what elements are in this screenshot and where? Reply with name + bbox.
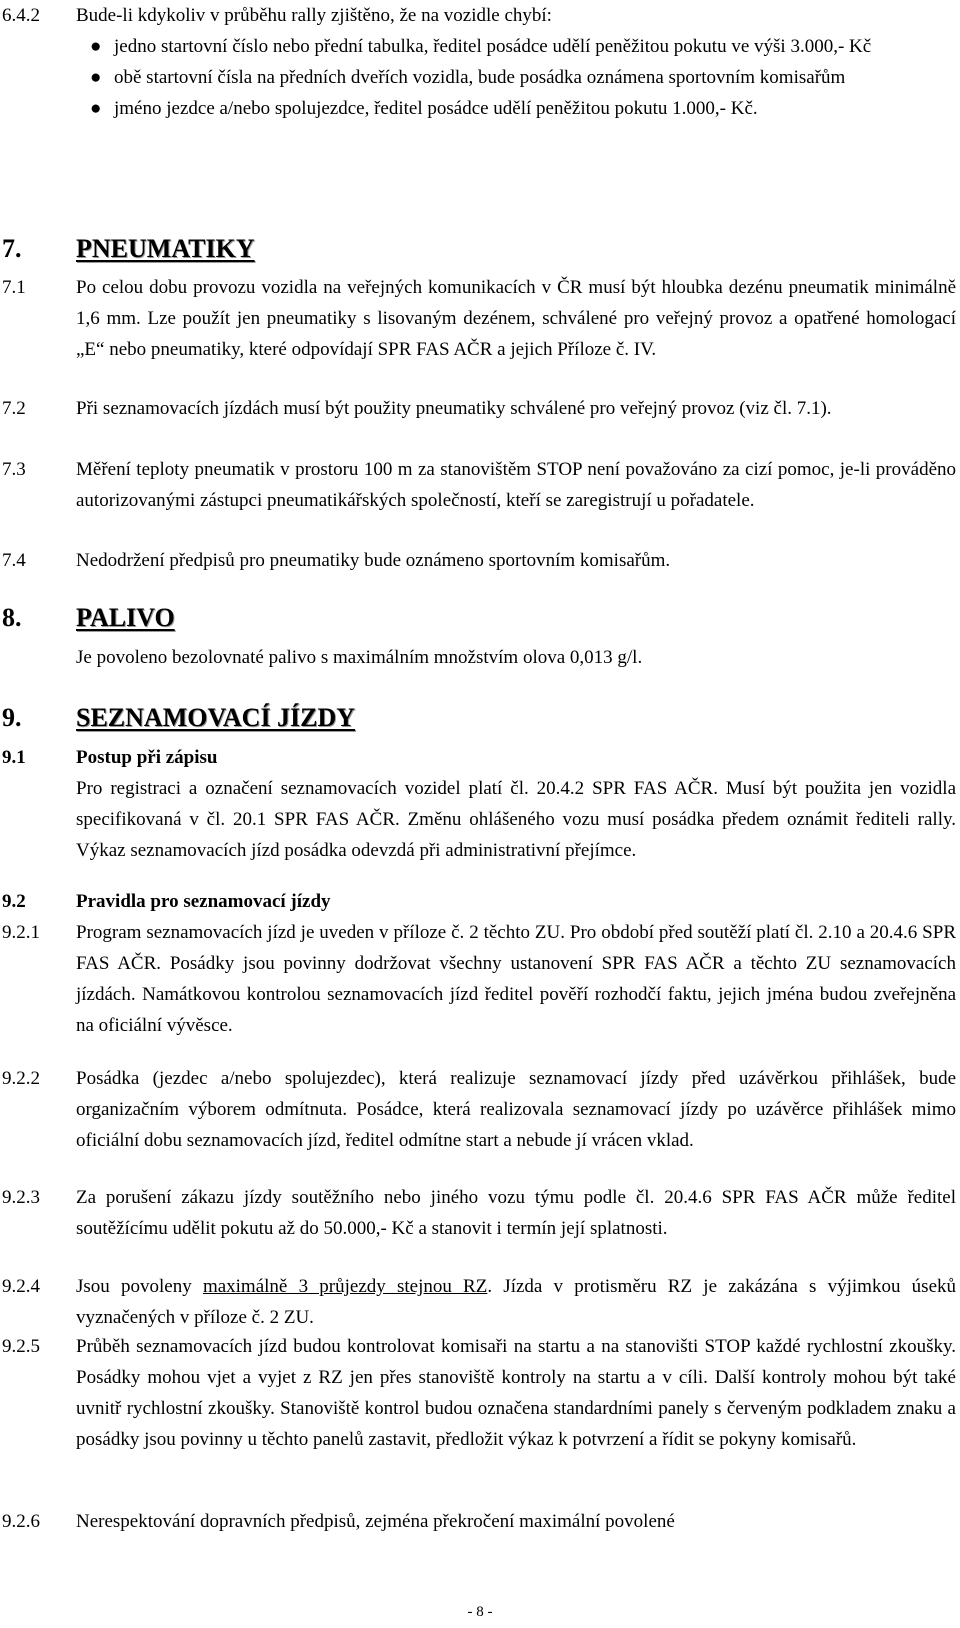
heading-number: 9.: [2, 703, 22, 732]
section-text: Program seznamovacích jízd je uveden v příloze č. 2 těchto ZU. Pro období před soutěží platí čl. 2.10 a 20.4.6 SPR FAS AČR. Posádky jsou povinny dodržovat všechny ustanovení SPR FAS AČR a těchto ZU seznamovacích jízdách. Namátkovou kontrolou seznamovacích jízd ředitel pověří rozhodčí faktu, jejich jména budou zveřejněna na oficiální vývěsce.: [76, 922, 956, 1036]
list-item: ● obě startovní čísla na předních dveřích vozidla, bude posádka oznámena sportovním komisařům: [90, 62, 956, 93]
section-text: Za porušení zákazu jízdy soutěžního nebo jiného vozu týmu podle čl. 20.4.6 SPR FAS AČR může ředitel soutěžícímu udělit pokutu až do 50.000,- Kč a stanovit i termín její splatnosti.: [76, 1187, 956, 1239]
section-text: Průběh seznamovacích jízd budou kontrolovat komisaři na startu a na stanovišti STOP každé rychlostní zkoušky. Posádky mohou vjet a vyjet z RZ jen přes stanoviště kontroly na startu a v cíli. Další kontroly mohou být také uvnitř rychlostní zkoušky. Stanoviště kontrol budou označena standardními panely s červeným podkladem znaku a posádky jsou povinny u těchto panelů zastavit, předložit výkaz k potvrzení a řídit se pokyny komisařů.: [76, 1336, 956, 1450]
section-text: Při seznamovacích jízdách musí být použity pneumatiky schválené pro veřejný provoz (viz čl. 7.1).: [76, 398, 832, 419]
section-number: 7.2: [2, 398, 26, 419]
section-number: 9.2.1: [2, 922, 40, 943]
section-number: 7.3: [2, 459, 26, 480]
section-text: Měření teploty pneumatik v prostoru 100 m za stanovištěm STOP není považováno za cizí pomoc, je-li prováděno autorizovanými zástupci pneumatikářských společností, kteří se zaregistrují u pořadatele.: [76, 459, 956, 511]
section-number: 6.4.2: [2, 5, 40, 26]
section-heading-7: [0, 229, 960, 269]
section-number: 9.2.3: [2, 1187, 40, 1208]
section-number: 7.4: [2, 550, 26, 571]
section-heading-8: [0, 598, 960, 638]
section-text: Jsou povoleny maximálně 3 průjezdy stejnou RZ. Jízda v protisměru RZ je zakázána s výjimkou úseků vyznačených v příloze č. 2 ZU.: [76, 1276, 957, 1328]
heading-title: PALIVO: [76, 603, 175, 632]
section-number: 9.2.6: [2, 1511, 40, 1532]
section-title: Pravidla pro seznamovací jízdy: [76, 891, 331, 912]
section-text: Po celou dobu provozu vozidla na veřejných komunikacích v ČR musí být hloubka dezénu pneumatik minimálně 1,6 mm. Lze použít jen pneumatiky s lisovaným dezénem, schválené pro veřejný provoz a opatřené homologací „E“ nebo pneumatiky, které odpovídají SPR FAS AČR a jejich Příloze č. IV.: [76, 277, 956, 360]
section-number: 9.2.2: [2, 1068, 40, 1089]
list-item: ● jedno startovní číslo nebo přední tabulka, ředitel posádce udělí peněžitou pokutu ve výši 3.000,- Kč: [90, 31, 956, 62]
section-number: 9.2: [2, 891, 26, 912]
heading-number: 8.: [2, 603, 22, 632]
section-text: Nedodržení předpisů pro pneumatiky bude oznámeno sportovním komisařům.: [76, 550, 671, 571]
page-number: - 8 -: [467, 1604, 493, 1620]
heading-number: 7.: [2, 234, 22, 263]
section-number: 7.1: [2, 277, 26, 298]
heading-title: SEZNAMOVACÍ JÍZDY: [76, 703, 356, 732]
section-number: 9.1: [2, 747, 26, 768]
bullet-list: [90, 31, 956, 124]
section-text: Posádka (jezdec a/nebo spolujezdec), která realizuje seznamovací jízdy před uzávěrkou přihlášek, bude organizačním výborem odmítnuta. Posádce, která realizovala seznamovací jízdy po uzávěrce přihlášek mimo oficiální dobu seznamovacích jízd, ředitel odmítne start a nebude jí vrácen vklad.: [76, 1068, 956, 1151]
section-number: 9.2.4: [2, 1276, 40, 1297]
section-text: Pro registraci a označení seznamovacích vozidel platí čl. 20.4.2 SPR FAS AČR. Musí být použita jen vozidla specifikovaná v čl. 20.1 SPR FAS AČR. Změnu ohlášeného vozu musí posádka předem oznámit řediteli rally. Výkaz seznamovacích jízd posádka odevzdá při administrativní přejímce.: [76, 778, 956, 861]
bullet-icon: ●: [90, 98, 102, 119]
section-title: Postup při zápisu: [76, 747, 218, 768]
section-number: 9.2.5: [2, 1336, 40, 1357]
bullet-icon: ●: [90, 67, 102, 88]
section-heading-9: [0, 698, 960, 738]
section-text: Je povoleno bezolovnaté palivo s maximálním množstvím olova 0,013 g/l.: [76, 647, 643, 668]
section-text: Nerespektování dopravních předpisů, zejména překročení maximální povolené: [76, 1511, 675, 1532]
list-item: ● jméno jezdce a/nebo spolujezdce, ředitel posádce udělí peněžitou pokutu 1.000,- Kč.: [90, 93, 956, 124]
section-text: Bude-li kdykoliv v průběhu rally zjištěno, že na vozidle chybí:: [76, 5, 552, 26]
heading-title: PNEUMATIKY: [76, 234, 255, 263]
bullet-icon: ●: [90, 36, 102, 57]
underlined-text: maximálně 3 průjezdy stejnou RZ: [202, 1276, 488, 1297]
